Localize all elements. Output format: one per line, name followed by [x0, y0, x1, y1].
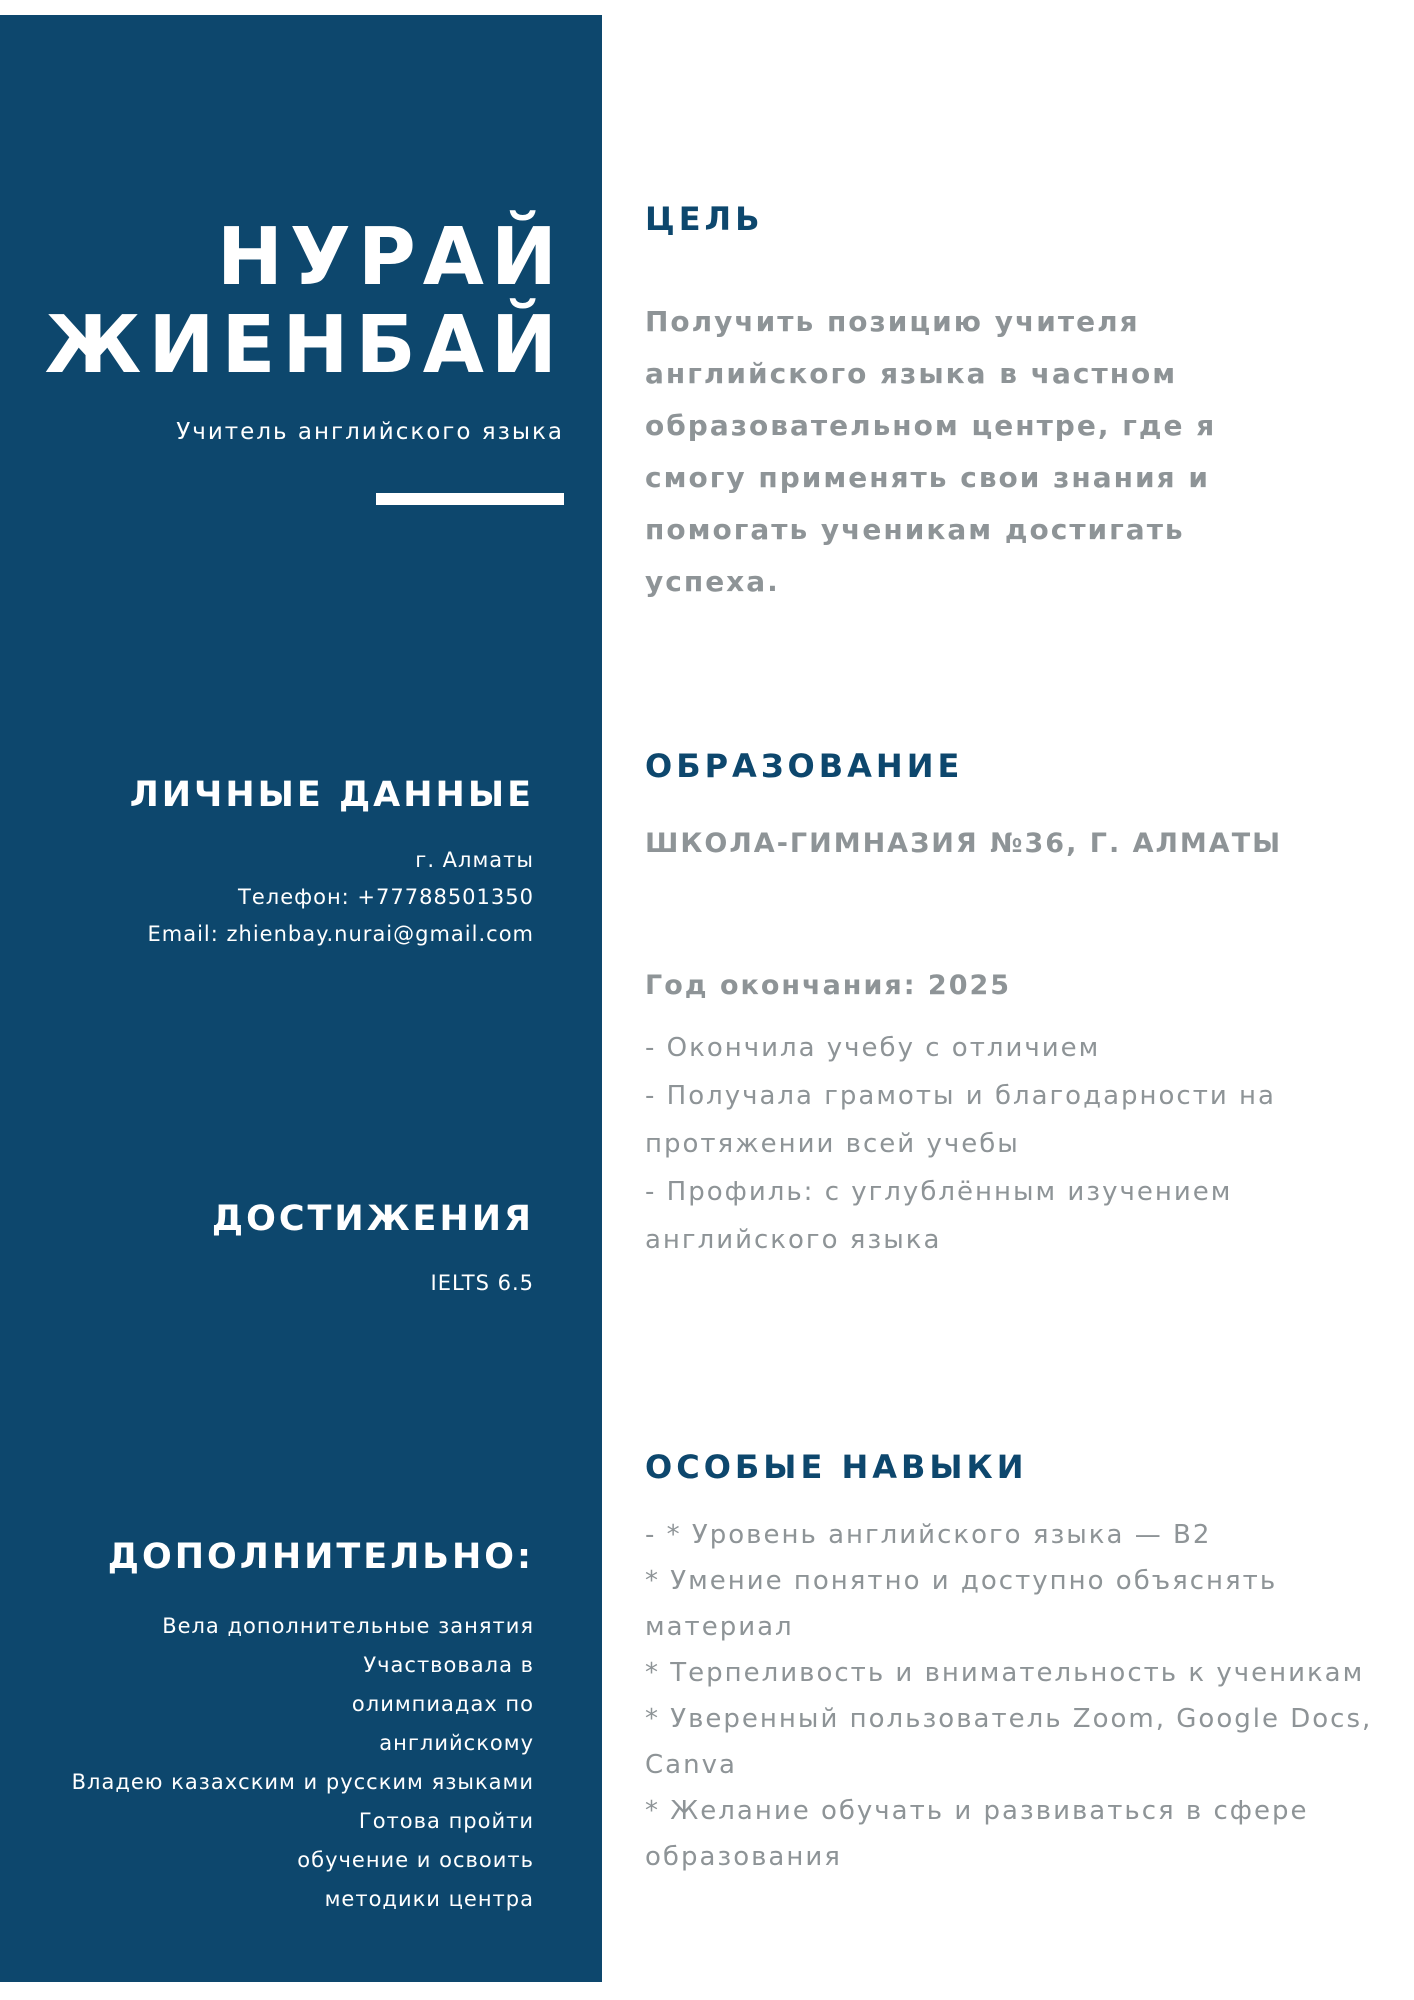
achievements-heading: ДОСТИЖЕНИЯ	[211, 1199, 534, 1239]
additional-heading: ДОПОЛНИТЕЛЬНО:	[107, 1537, 534, 1577]
education-heading: ОБРАЗОВАНИЕ	[645, 747, 964, 785]
main-content	[602, 0, 1414, 2000]
personal-heading: ЛИЧНЫЕ ДАННЫЕ	[129, 775, 534, 815]
list-item: - * Уровень английского языка — B2	[645, 1520, 1212, 1550]
phone: Телефон: +77788501350	[238, 885, 534, 909]
divider	[376, 493, 564, 505]
list-item: * Уверенный пользователь Zoom, Google Docs, Canva	[645, 1704, 1373, 1780]
job-title: Учитель английского языка	[176, 419, 564, 445]
additional-item: Вела дополнительные занятия	[162, 1614, 534, 1638]
education-list	[645, 1024, 1405, 1264]
city: г. Алматы	[415, 848, 534, 872]
personal-list	[147, 842, 534, 953]
list-item: - Получала грамоты и благодарности на протяжении всей учебы	[645, 1081, 1276, 1159]
list-item: - Окончила учебу с отличием	[645, 1033, 1101, 1063]
additional-item: Владею казахским и русским языками	[71, 1770, 534, 1794]
person-name	[45, 213, 564, 389]
skills-list	[645, 1512, 1405, 1880]
first-name: НУРАЙ	[216, 211, 564, 303]
objective-heading: ЦЕЛЬ	[645, 200, 764, 238]
achievements-list	[431, 1265, 535, 1302]
email: Email: zhienbay.nurai@gmail.com	[147, 922, 534, 946]
school-name: ШКОЛА-ГИМНАЗИЯ №36, Г. АЛМАТЫ	[645, 828, 1283, 859]
last-name: ЖИЕНБАЙ	[44, 299, 564, 391]
list-item: - Профиль: с углублённым изучением английского языка	[645, 1177, 1233, 1255]
objective-text: Получить позицию учителя английского языка в частном образовательном центре, где я смогу применять свои знания и помогать ученикам достигать успеха.	[645, 305, 1217, 598]
skills-heading: ОСОБЫЕ НАВЫКИ	[645, 1448, 1028, 1486]
sidebar	[0, 15, 602, 1982]
additional-item: Участвовала в олимпиадах по английскому	[351, 1653, 534, 1755]
additional-item: Готова пройти обучение и освоить методики центра	[297, 1809, 534, 1911]
list-item: * Желание обучать и развиваться в сфере образования	[645, 1796, 1309, 1872]
additional-list	[54, 1607, 534, 1919]
list-item: * Терпеливость и внимательность к ученикам	[645, 1658, 1365, 1688]
achievement-item: IELTS 6.5	[430, 1271, 534, 1295]
list-item: * Умение понятно и доступно объяснять материал	[645, 1566, 1278, 1642]
graduation-year: Год окончания: 2025	[645, 970, 1012, 1001]
